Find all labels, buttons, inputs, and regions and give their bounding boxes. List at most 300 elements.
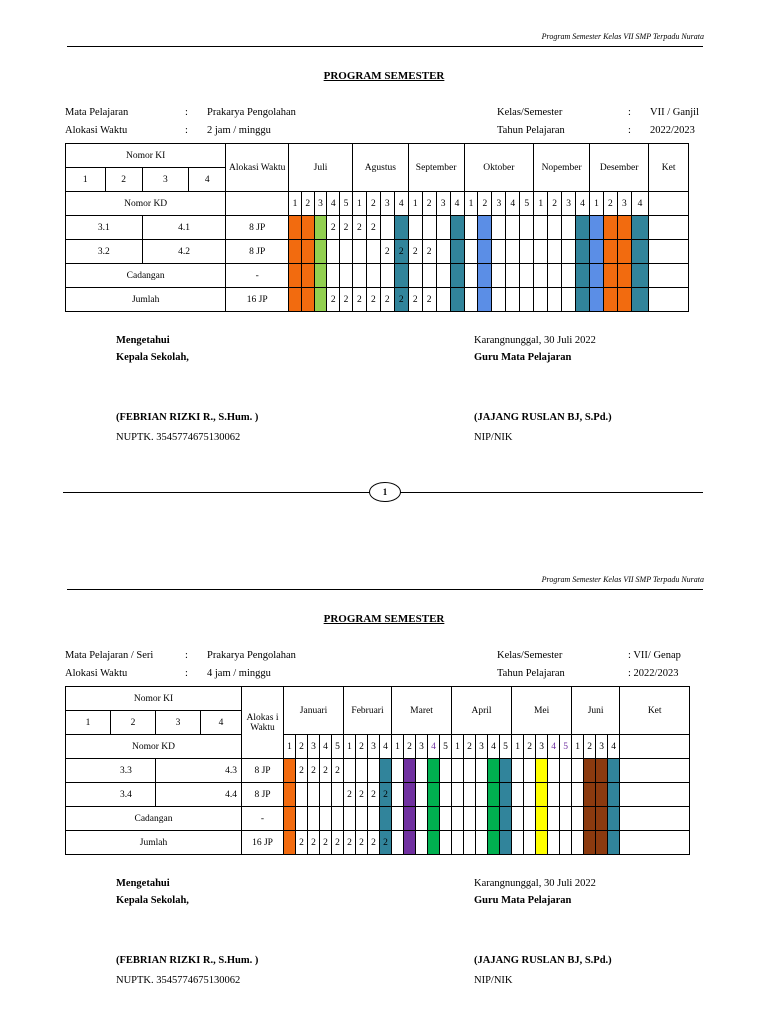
week-cell	[464, 807, 476, 831]
week-cell	[548, 264, 562, 288]
week-cell	[404, 807, 416, 831]
colon: :	[185, 125, 188, 136]
week-cell	[404, 831, 416, 855]
week-cell	[394, 264, 408, 288]
week-number: 2	[548, 192, 562, 216]
week-cell	[440, 807, 452, 831]
ki-number: 1	[66, 168, 106, 192]
kepala-sekolah-text: Kepala Sekolah,	[116, 352, 189, 363]
week-number: 5	[332, 735, 344, 759]
ket-cell	[649, 240, 689, 264]
week-cell	[392, 831, 404, 855]
week-cell	[464, 759, 476, 783]
alokasi-waktu-header: Alokas i Waktu	[242, 687, 284, 759]
week-number: 1	[284, 735, 296, 759]
week-number: 3	[562, 192, 576, 216]
week-cell	[534, 288, 548, 312]
week-cell	[536, 831, 548, 855]
week-number: 1	[392, 735, 404, 759]
week-cell	[320, 783, 332, 807]
alokasi-value: 2 jam / minggu	[207, 125, 271, 136]
guru-text: Guru Mata Pelajaran	[474, 895, 572, 906]
week-cell	[488, 831, 500, 855]
week-cell	[478, 240, 492, 264]
nip-text: NIP/NIK	[474, 432, 513, 443]
place-date: Karangnunggal, 30 Juli 2022	[474, 878, 596, 889]
week-cell	[436, 216, 450, 240]
week-cell	[392, 759, 404, 783]
week-cell	[356, 759, 368, 783]
week-cell	[617, 216, 631, 240]
colon: :	[628, 107, 631, 118]
week-cell	[428, 783, 440, 807]
nomor-kd-header: Nomor KD	[66, 735, 242, 759]
week-cell	[450, 240, 464, 264]
week-number: 2	[422, 192, 436, 216]
tahun-label: Tahun Pelajaran	[497, 125, 565, 136]
ki-number: 4	[189, 168, 226, 192]
week-cell	[289, 264, 302, 288]
kd-number: 4.4	[156, 783, 242, 807]
week-cell	[524, 807, 536, 831]
week-cell	[536, 807, 548, 831]
week-number: 4	[450, 192, 464, 216]
week-cell	[562, 264, 576, 288]
kelas-value: : VII/ Genap	[628, 650, 681, 661]
month-header: Mei	[512, 687, 572, 735]
ket-cell	[620, 831, 690, 855]
week-number: 1	[344, 735, 356, 759]
week-cell	[327, 240, 340, 264]
week-number: 3	[492, 192, 506, 216]
week-cell	[560, 759, 572, 783]
week-cell	[500, 831, 512, 855]
week-number: 5	[520, 192, 534, 216]
week-cell	[560, 831, 572, 855]
week-cell	[500, 783, 512, 807]
colon: :	[185, 107, 188, 118]
teacher-name: (JAJANG RUSLAN BJ, S.Pd.)	[474, 412, 612, 423]
ket-cell	[649, 288, 689, 312]
week-cell	[631, 264, 648, 288]
page-title: PROGRAM SEMESTER	[323, 613, 445, 625]
week-cell	[572, 783, 584, 807]
week-cell	[584, 783, 596, 807]
program-semester-table	[65, 143, 689, 312]
jp-value: 16 JP	[226, 288, 289, 312]
week-cell	[576, 264, 590, 288]
week-number: 3	[416, 735, 428, 759]
month-header: Desember	[590, 144, 649, 192]
week-cell	[572, 831, 584, 855]
week-cell	[576, 216, 590, 240]
week-cell	[464, 240, 478, 264]
week-cell	[332, 807, 344, 831]
week-cell	[476, 807, 488, 831]
jumlah-label: Jumlah	[66, 288, 226, 312]
week-number: 3	[308, 735, 320, 759]
colon: :	[185, 668, 188, 679]
week-cell: 2	[380, 831, 392, 855]
week-cell	[548, 807, 560, 831]
week-cell	[368, 807, 380, 831]
week-cell	[452, 807, 464, 831]
week-cell	[562, 216, 576, 240]
week-cell	[603, 288, 617, 312]
alokasi-empty	[226, 192, 289, 216]
week-cell	[596, 807, 608, 831]
week-cell	[476, 783, 488, 807]
week-cell	[631, 240, 648, 264]
week-cell	[366, 240, 380, 264]
week-cell	[404, 783, 416, 807]
week-cell: 2	[320, 759, 332, 783]
kd-number: 3.2	[66, 240, 143, 264]
page-header-text: Program Semester Kelas VII SMP Terpadu Nurata	[541, 32, 704, 41]
week-cell	[603, 264, 617, 288]
week-cell: 2	[366, 288, 380, 312]
week-number: 4	[428, 735, 440, 759]
mapel-label: Mata Pelajaran	[65, 107, 129, 118]
week-cell	[590, 240, 604, 264]
month-header: Maret	[392, 687, 452, 735]
week-cell	[352, 240, 366, 264]
week-number: 1	[512, 735, 524, 759]
ki-number: 3	[156, 711, 201, 735]
week-cell	[512, 831, 524, 855]
week-number: 2	[301, 192, 314, 216]
week-cell: 2	[352, 216, 366, 240]
week-cell	[314, 264, 327, 288]
jp-value: -	[242, 807, 284, 831]
ket-header: Ket	[620, 687, 690, 735]
kepala-sekolah-text: Kepala Sekolah,	[116, 895, 189, 906]
week-cell: 2	[408, 240, 422, 264]
week-cell: 2	[320, 831, 332, 855]
week-number: 4	[327, 192, 340, 216]
jp-value: 8 JP	[226, 216, 289, 240]
place-date: Karangnunggal, 30 Juli 2022	[474, 335, 596, 346]
week-cell	[440, 759, 452, 783]
week-cell	[428, 831, 440, 855]
week-cell	[428, 759, 440, 783]
week-cell	[548, 831, 560, 855]
week-number: 4	[380, 735, 392, 759]
week-number: 3	[380, 192, 394, 216]
week-number: 3	[617, 192, 631, 216]
week-number: 3	[536, 735, 548, 759]
week-cell	[584, 807, 596, 831]
week-cell	[562, 240, 576, 264]
week-cell	[572, 759, 584, 783]
week-cell: 2	[308, 831, 320, 855]
week-cell: 2	[327, 288, 340, 312]
week-number: 4	[394, 192, 408, 216]
ki-number: 2	[111, 711, 156, 735]
tahun-value: 2022/2023	[650, 125, 695, 136]
week-cell	[506, 264, 520, 288]
week-cell	[506, 216, 520, 240]
nuptk-text: NUPTK. 3545774675130062	[116, 432, 241, 443]
week-number: 3	[436, 192, 450, 216]
week-cell	[332, 783, 344, 807]
week-cell	[314, 216, 327, 240]
week-number: 5	[560, 735, 572, 759]
kd-number: 3.4	[66, 783, 156, 807]
week-cell: 2	[296, 759, 308, 783]
week-cell	[380, 759, 392, 783]
week-cell	[428, 807, 440, 831]
week-cell	[284, 759, 296, 783]
week-cell	[464, 216, 478, 240]
week-number: 4	[631, 192, 648, 216]
week-cell	[392, 807, 404, 831]
week-cell	[436, 240, 450, 264]
header-rule	[67, 589, 703, 590]
week-cell	[584, 759, 596, 783]
ki-number: 4	[201, 711, 242, 735]
week-number: 2	[464, 735, 476, 759]
week-cell	[464, 783, 476, 807]
alokasi-label: Alokasi Waktu	[65, 668, 128, 679]
ket-cell	[620, 807, 690, 831]
week-cell	[440, 831, 452, 855]
nomor-ki-header: Nomor KI	[66, 687, 242, 711]
week-cell	[524, 759, 536, 783]
week-cell: 2	[380, 288, 394, 312]
week-cell	[590, 264, 604, 288]
week-cell	[536, 759, 548, 783]
ki-number: 1	[66, 711, 111, 735]
week-cell	[576, 240, 590, 264]
week-cell	[603, 216, 617, 240]
week-cell	[608, 807, 620, 831]
month-header: Oktober	[464, 144, 534, 192]
week-cell	[590, 216, 604, 240]
week-cell	[560, 783, 572, 807]
week-cell	[301, 216, 314, 240]
week-cell	[289, 288, 302, 312]
week-cell	[366, 264, 380, 288]
month-header: Agustus	[352, 144, 408, 192]
month-header: April	[452, 687, 512, 735]
week-cell: 2	[327, 216, 340, 240]
week-cell	[440, 783, 452, 807]
week-number: 1	[534, 192, 548, 216]
mengetahui-text: Mengetahui	[116, 878, 170, 889]
week-cell	[500, 807, 512, 831]
headmaster-name: (FEBRIAN RIZKI R., S.Hum. )	[116, 412, 259, 423]
week-number: 2	[584, 735, 596, 759]
nip-text: NIP/NIK	[474, 975, 513, 986]
kelas-label: Kelas/Semester	[497, 107, 563, 118]
mapel-label: Mata Pelajaran / Seri	[65, 650, 154, 661]
week-cell	[520, 288, 534, 312]
ket-cell	[620, 783, 690, 807]
guru-text: Guru Mata Pelajaran	[474, 352, 572, 363]
week-cell	[478, 264, 492, 288]
week-number: 4	[608, 735, 620, 759]
tahun-label: Tahun Pelajaran	[497, 668, 565, 679]
colon: :	[628, 125, 631, 136]
week-number: 3	[314, 192, 327, 216]
week-cell	[500, 759, 512, 783]
week-cell	[464, 831, 476, 855]
week-cell	[450, 216, 464, 240]
ket-cell	[620, 735, 690, 759]
ket-cell	[649, 192, 689, 216]
colon: :	[185, 650, 188, 661]
jp-value: 8 JP	[226, 240, 289, 264]
week-cell: 2	[394, 240, 408, 264]
week-cell	[576, 288, 590, 312]
jp-value: 8 JP	[242, 759, 284, 783]
week-number: 4	[488, 735, 500, 759]
week-cell	[416, 783, 428, 807]
week-cell	[284, 831, 296, 855]
page-title: PROGRAM SEMESTER	[323, 70, 445, 82]
month-header: Nopember	[534, 144, 590, 192]
week-cell	[492, 264, 506, 288]
week-cell	[380, 807, 392, 831]
week-cell: 2	[296, 831, 308, 855]
week-number: 2	[296, 735, 308, 759]
cadangan-label: Cadangan	[66, 264, 226, 288]
nomor-kd-header: Nomor KD	[66, 192, 226, 216]
week-cell	[492, 216, 506, 240]
week-number: 2	[404, 735, 416, 759]
week-cell	[320, 807, 332, 831]
week-cell	[596, 759, 608, 783]
week-cell	[464, 288, 478, 312]
month-header: Februari	[344, 687, 392, 735]
week-number: 1	[590, 192, 604, 216]
week-cell	[422, 264, 436, 288]
week-cell	[506, 240, 520, 264]
week-cell	[524, 831, 536, 855]
nomor-ki-header: Nomor KI	[66, 144, 226, 168]
week-cell	[506, 288, 520, 312]
kd-number: 3.1	[66, 216, 143, 240]
week-cell	[617, 264, 631, 288]
week-number: 4	[548, 735, 560, 759]
kd-number: 4.2	[142, 240, 226, 264]
week-cell	[301, 264, 314, 288]
week-cell	[476, 831, 488, 855]
week-cell	[408, 264, 422, 288]
week-cell: 2	[340, 216, 353, 240]
week-cell	[450, 288, 464, 312]
week-cell: 2	[408, 288, 422, 312]
headmaster-name: (FEBRIAN RIZKI R., S.Hum. )	[116, 955, 259, 966]
week-cell	[327, 264, 340, 288]
kd-number: 4.3	[156, 759, 242, 783]
week-cell	[524, 783, 536, 807]
week-number: 1	[289, 192, 302, 216]
week-cell	[562, 288, 576, 312]
page-number-badge: 1	[369, 482, 401, 502]
week-cell	[548, 783, 560, 807]
header-rule	[67, 46, 703, 47]
week-cell	[340, 240, 353, 264]
week-number: 2	[356, 735, 368, 759]
week-cell	[289, 216, 302, 240]
week-cell	[314, 240, 327, 264]
week-cell: 2	[308, 759, 320, 783]
ket-cell	[620, 759, 690, 783]
week-cell	[608, 759, 620, 783]
ket-cell	[649, 216, 689, 240]
ki-number: 3	[142, 168, 188, 192]
month-header: Juni	[572, 687, 620, 735]
jp-value: 16 JP	[242, 831, 284, 855]
week-cell	[534, 216, 548, 240]
week-number: 3	[596, 735, 608, 759]
week-cell	[436, 264, 450, 288]
week-number: 2	[366, 192, 380, 216]
program-semester-table	[65, 686, 690, 855]
week-cell: 2	[380, 783, 392, 807]
week-number: 2	[603, 192, 617, 216]
week-cell	[392, 783, 404, 807]
week-cell	[536, 783, 548, 807]
month-header: Juli	[289, 144, 353, 192]
week-cell	[478, 288, 492, 312]
week-cell	[608, 783, 620, 807]
week-cell	[436, 288, 450, 312]
week-cell	[416, 807, 428, 831]
week-cell: 2	[380, 240, 394, 264]
alokasi-label: Alokasi Waktu	[65, 125, 128, 136]
week-number: 4	[320, 735, 332, 759]
week-number: 3	[476, 735, 488, 759]
page-header-text: Program Semester Kelas VII SMP Terpadu Nurata	[541, 575, 704, 584]
week-cell	[408, 216, 422, 240]
week-cell	[416, 759, 428, 783]
week-cell	[340, 264, 353, 288]
week-cell	[450, 264, 464, 288]
week-cell	[452, 783, 464, 807]
kelas-value: VII / Ganjil	[650, 107, 699, 118]
week-number: 1	[572, 735, 584, 759]
week-cell	[631, 288, 648, 312]
week-cell: 2	[332, 759, 344, 783]
week-cell	[520, 216, 534, 240]
ket-header: Ket	[649, 144, 689, 192]
week-cell	[452, 831, 464, 855]
week-number: 4	[576, 192, 590, 216]
kd-number: 4.1	[142, 216, 226, 240]
week-cell	[534, 264, 548, 288]
week-cell	[512, 807, 524, 831]
mengetahui-text: Mengetahui	[116, 335, 170, 346]
week-cell	[380, 216, 394, 240]
week-cell: 2	[344, 831, 356, 855]
week-cell	[368, 759, 380, 783]
month-header: September	[408, 144, 464, 192]
week-number: 3	[368, 735, 380, 759]
week-cell	[584, 831, 596, 855]
week-number: 5	[500, 735, 512, 759]
week-cell	[603, 240, 617, 264]
week-number: 5	[440, 735, 452, 759]
week-number: 5	[340, 192, 353, 216]
week-cell	[548, 288, 562, 312]
week-cell: 2	[352, 288, 366, 312]
week-cell	[352, 264, 366, 288]
ket-cell	[649, 264, 689, 288]
teacher-name: (JAJANG RUSLAN BJ, S.Pd.)	[474, 955, 612, 966]
